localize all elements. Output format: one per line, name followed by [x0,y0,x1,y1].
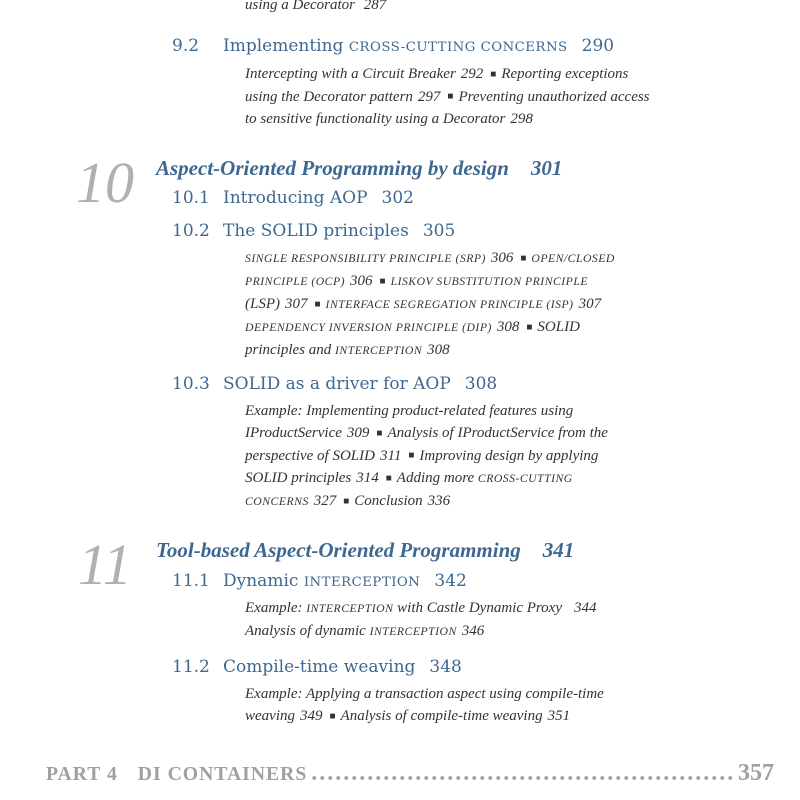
entry-text: Example: Implementing product-related features using [245,403,574,419]
page-number: 348 [429,657,462,677]
subentry-line [245,400,608,422]
subentries-11-2 [245,683,604,728]
subentry-line [245,490,608,513]
page-number: 349 [300,708,323,724]
section-10-1[interactable] [172,188,414,208]
entry-text: principles and [245,342,335,358]
chapter-10-title[interactable] [156,156,562,181]
entry-text: SINGLE RESPONSIBILITY PRINCIPLE (SRP) [245,252,486,265]
entry-text: to sensitive functionality using a Decorator [245,111,506,128]
bullet-separator: ■ [490,68,497,80]
page-number: 302 [381,188,414,208]
subentry-line [245,467,608,490]
entry-text: weaving [245,708,295,724]
entry-text: Intercepting with a Circuit Breaker [245,66,456,82]
section-11-2[interactable] [172,657,462,677]
bullet-separator: ■ [314,298,321,310]
section-number: 11.2 [172,657,210,677]
bullet-separator: ■ [385,472,392,484]
page-number: 308 [427,342,450,358]
chapter-11-title[interactable] [156,538,574,563]
part-label: PART 4 [46,763,118,785]
entry-text: SOLID [537,319,580,335]
bullet-separator: ■ [526,321,533,333]
subentry-line [245,339,615,362]
entry-text: Reporting exceptions [501,66,629,82]
bullet-separator: ■ [343,495,350,507]
page-number: 298 [510,111,533,128]
part-title: DI CONTAINERS [137,763,308,785]
bullet-separator: ■ [376,427,383,439]
bullet-separator: ■ [408,450,415,462]
page-number: 301 [530,156,563,180]
section-title-smallcaps: INTERCEPTION [303,575,421,590]
page-number: 307 [578,296,602,312]
entry-text: LISKOV SUBSTITUTION PRINCIPLE [390,275,588,288]
section-title: SOLID as a driver for AOP [223,374,451,394]
subentries-11-1 [245,597,599,643]
subentries-10-3 [245,400,608,513]
entry-text: OPEN/CLOSED [531,252,615,265]
subentry-line [245,293,615,316]
section-title: Compile-time weaving [223,657,416,677]
section-number: 10.3 [172,374,210,394]
entry-text: Example: Applying a transaction aspect using compile-time [245,686,604,702]
page-number: 309 [346,425,370,441]
subentry-line [245,683,604,705]
subentry-line [245,86,650,109]
part-4-heading[interactable] [46,760,774,787]
subentry-line [245,705,604,728]
subentry-line [245,108,650,130]
page-number: 341 [542,538,575,562]
entry-text: IProductService [245,425,342,441]
chapter-number: 11 [78,532,132,597]
entry-text: PRINCIPLE (OCP) [245,275,346,288]
entry-text: perspective of SOLID [245,447,375,464]
section-title: Introducing AOP [223,188,368,208]
page-number: 297 [417,88,441,105]
page-number: 287 [363,0,387,13]
subentry-line [245,620,599,643]
entry-text: DEPENDENCY INVERSION PRINCIPLE (DIP) [245,321,492,334]
section-title: Dynamic [223,571,304,591]
chapter-title: Tool-based Aspect-Oriented Programming [156,538,521,562]
subentry-line [245,422,608,445]
entry-text: Improving design by applying [419,447,599,464]
section-number: 9.2 [172,36,200,56]
bullet-separator: ■ [329,710,336,722]
entry-text-smallcaps: INTERCEPTION [369,625,457,638]
chapter-title: Aspect-Oriented Programming by design [156,156,509,180]
subentry-line [245,270,615,293]
page-number: 306 [350,273,373,289]
section-9-2[interactable] [172,36,614,56]
subentries-10-2 [245,247,615,362]
entry-text-smallcaps: INTERCEPTION [335,344,423,357]
entry-text-smallcaps: CROSS-CUTTING [477,472,573,486]
page-number: 308 [464,374,498,394]
bullet-separator: ■ [447,91,454,103]
page-number: 308 [496,319,520,335]
page-number: 307 [285,296,308,312]
entry-text: Example: [245,600,307,616]
section-title: Implementing [223,36,349,56]
section-number: 10.2 [172,221,210,241]
page-number: 357 [738,760,774,786]
entry-text: Adding more [396,470,478,487]
page-number: 336 [427,493,451,510]
entry-text: INTERFACE SEGREGATION PRINCIPLE (ISP) [325,298,574,311]
page-number: 305 [422,221,456,241]
entry-text: (LSP) [245,296,280,312]
entry-text: Conclusion [354,493,423,510]
bullet-separator: ■ [520,252,527,264]
toc-fragment-line [245,0,388,16]
section-11-1[interactable] [172,571,467,591]
section-title-smallcaps: CROSS-CUTTING CONCERNS [348,40,568,55]
bullet-separator: ■ [379,275,386,287]
section-title: The SOLID principles [223,221,409,241]
page-number: 346 [461,623,485,639]
subentry-line [245,597,599,620]
page-number: 327 [313,493,337,510]
page-number: 342 [434,571,467,591]
entry-text: Analysis of dynamic [245,623,370,639]
chapter-number: 10 [76,150,134,215]
subentry-line [245,445,608,468]
entry-text: Analysis of IProductService from the [387,425,608,441]
section-number: 10.1 [172,188,210,208]
page-number: 351 [547,708,571,724]
page-number: 314 [356,470,379,487]
page-number: 292 [460,66,484,82]
entry-text: with Castle Dynamic Proxy [393,600,562,616]
page-number: 311 [379,447,402,464]
page-number: 306 [490,250,514,266]
entry-text: Preventing unauthorized access [458,88,650,105]
section-number: 11.1 [172,571,210,591]
page-number: 290 [581,36,615,56]
subentries-9-2 [245,63,650,130]
subentry-line [245,316,615,339]
entry-text-smallcaps: CONCERNS [245,495,309,509]
entry-text: using the Decorator pattern [245,88,413,105]
dot-leader [311,760,734,787]
entry-text: using a Decorator [245,0,355,13]
section-10-2[interactable] [172,221,455,241]
page-number: 344 [574,600,597,616]
subentry-line [245,247,615,270]
entry-text: Analysis of compile-time weaving [340,708,543,724]
entry-text-smallcaps: INTERCEPTION [306,602,394,615]
entry-text: SOLID principles [245,470,352,487]
section-10-3[interactable] [172,374,497,394]
subentry-line [245,63,650,86]
